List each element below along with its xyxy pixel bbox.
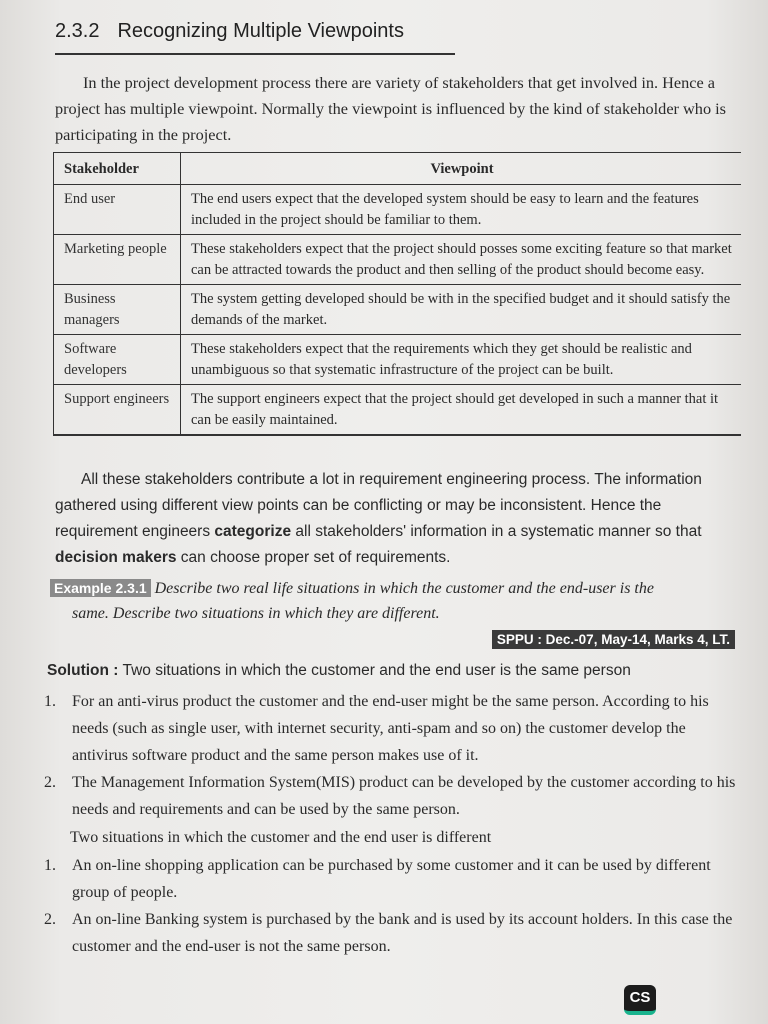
solution-intro: Two situations in which the customer and the end user is the same person: [122, 662, 631, 679]
heading-underline: [55, 53, 455, 55]
viewpoint-cell: The support engineers expect that the project should get developed in such a manner that it can be easily maintained.: [181, 385, 742, 436]
list-text: An on-line shopping application can be purchased by some customer and it can be used by different group of people.: [72, 857, 711, 901]
viewpoint-cell: These stakeholders expect that the requirements which they get should be realistic and unambiguous so that systematic infrastructure of the project can be built.: [181, 335, 742, 385]
table-row: [54, 285, 742, 335]
table-row: [54, 185, 742, 235]
example-block: [50, 576, 745, 626]
summary-paragraph: [55, 467, 745, 571]
column-header-stakeholder: Stakeholder: [54, 153, 181, 185]
summary-bold-categorize: categorize: [214, 523, 292, 540]
exam-tag: SPPU : Dec.-07, May-14, Marks 4, LT.: [492, 630, 735, 649]
list-item: [40, 769, 740, 823]
different-person-list: [40, 852, 740, 960]
example-badge: Example 2.3.1: [50, 579, 151, 597]
table-row: [54, 335, 742, 385]
stakeholder-cell: End user: [54, 185, 181, 235]
summary-text-3: can choose proper set of requirements.: [176, 549, 451, 566]
camscanner-logo-icon: CS: [624, 985, 656, 1015]
viewpoint-table: [53, 152, 741, 436]
section-title: Recognizing Multiple Viewpoints: [117, 20, 404, 42]
list-item: [40, 852, 740, 906]
list-item: [40, 688, 740, 769]
list-item: [40, 906, 740, 960]
stakeholder-cell: Support engineers: [54, 385, 181, 436]
column-header-viewpoint: Viewpoint: [181, 153, 742, 185]
summary-bold-decision-makers: decision makers: [55, 549, 177, 566]
viewpoint-cell: The end users expect that the developed system should be easy to learn and the features included in the project should be familiar to them.: [181, 185, 742, 235]
stakeholder-cell: Software developers: [54, 335, 181, 385]
solution-label: Solution :: [47, 662, 119, 679]
list-number: 1.: [44, 693, 56, 710]
same-person-list: [40, 688, 740, 823]
list-number: 2.: [44, 774, 56, 791]
table-row: [54, 235, 742, 285]
summary-text-1: All these stakeholders contribute a lot in requirement engineering process. The information gathered using different view points can be conflicting or may be inconsistent. Hence the requirement engineers: [55, 471, 702, 540]
list-number: 2.: [44, 911, 56, 928]
list-number: 1.: [44, 857, 56, 874]
intro-paragraph: In the project development process there are variety of stakeholders that get involved in. Hence a project has multiple viewpoint. Normally the viewpoint is influenced by the kind of stakeholder who is participating in the project.: [55, 73, 727, 144]
example-question-line-2: same. Describe two situations in which they are different.: [72, 605, 440, 622]
viewpoint-cell: These stakeholders expect that the project should posses some exciting feature so that market can be attracted towards the product and then selling of the product should become easy.: [181, 235, 742, 285]
stakeholder-cell: Business managers: [54, 285, 181, 335]
different-heading: Two situations in which the customer and the end user is different: [70, 829, 492, 846]
list-text: An on-line Banking system is purchased by the bank and is used by its account holders. In this case the customer and the end-user is not the same person.: [72, 911, 733, 955]
solution-line: [47, 658, 747, 684]
table-row: [54, 385, 742, 436]
section-number: 2.3.2: [55, 20, 100, 42]
list-text: For an anti-virus product the customer and the end-user might be the same person. According to his needs (such as single user, with internet security, anti-spam and so on) the customer develop the antivirus software product and the same person makes use of it.: [72, 693, 709, 764]
table-header-row: [54, 153, 742, 185]
example-question-line-1: Describe two real life situations in which the customer and the end-user is the: [154, 580, 654, 597]
viewpoint-cell: The system getting developed should be with in the specified budget and it should satisfy the demands of the market.: [181, 285, 742, 335]
stakeholder-cell: Marketing people: [54, 235, 181, 285]
summary-text-2: all stakeholders' information in a systematic manner so that: [291, 523, 702, 540]
section-heading: [55, 20, 404, 43]
list-text: The Management Information System(MIS) product can be developed by the customer according to his needs and requirements and can be used by the same person.: [72, 774, 736, 818]
